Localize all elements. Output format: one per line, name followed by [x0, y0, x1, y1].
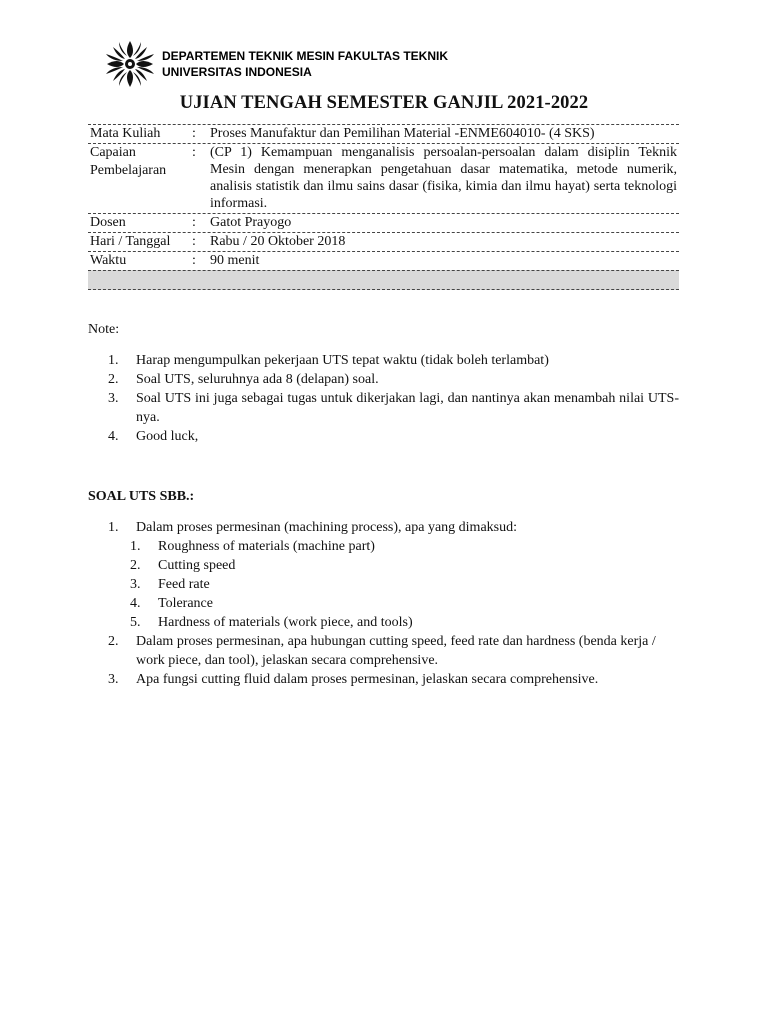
info-colon: :: [192, 215, 196, 230]
list-item: [108, 389, 679, 427]
sub-question-text: Hardness of materials (work piece, and tools): [158, 615, 413, 630]
university-name: UNIVERSITAS INDONESIA: [162, 65, 312, 79]
sub-question-item: [130, 594, 679, 613]
info-value: (CP 1) Kemampuan menganalisis persoalan-persoalan dalam disiplin Teknik Mesin dengan menerapkan pengetahuan dasar matematika, metode numerik, analisis statistik dan ilmu sains dasar (fisika, kimia dan ilmu hayat) serta teknologi informasi.: [210, 145, 677, 211]
question-list: [108, 518, 679, 689]
list-text: Soal UTS ini juga sebagai tugas untuk dikerjakan lagi, dan nantinya akan menambah nilai UTS-nya.: [136, 391, 679, 425]
sub-question-text: Feed rate: [158, 577, 210, 592]
note-list: [108, 351, 679, 446]
info-value: Proses Manufaktur dan Pemilihan Material -ENME604010- (4 SKS): [210, 126, 595, 141]
question-number: 3.: [108, 672, 119, 687]
info-label: Hari / Tanggal: [90, 234, 171, 249]
list-text: Soal UTS, seluruhnya ada 8 (delapan) soal.: [136, 372, 379, 387]
info-colon: :: [192, 126, 196, 141]
info-label: Waktu: [90, 253, 127, 268]
info-row-lecturer: [88, 213, 679, 232]
sub-question-text: Roughness of materials (machine part): [158, 539, 375, 554]
info-row-duration: [88, 251, 679, 270]
info-row-blank: [88, 270, 679, 290]
sub-question-text: Cutting speed: [158, 558, 236, 573]
info-colon: :: [192, 253, 196, 268]
note-heading: Note:: [88, 322, 120, 337]
list-number: 2.: [108, 372, 119, 387]
info-row-date: [88, 232, 679, 251]
question-number: 1.: [108, 520, 119, 535]
sub-question-number: 5.: [130, 615, 141, 630]
exam-title: UJIAN TENGAH SEMESTER GANJIL 2021-2022: [179, 93, 589, 113]
sub-question-number: 1.: [130, 539, 141, 554]
question-item: [108, 518, 679, 632]
sub-question-item: [130, 575, 679, 594]
info-label: Mata Kuliah: [90, 126, 161, 141]
question-item: [108, 632, 679, 670]
institution-name: [162, 48, 448, 80]
list-number: 1.: [108, 353, 119, 368]
course-info-table: [88, 124, 679, 290]
list-item: [108, 370, 679, 389]
info-row-course: [88, 124, 679, 143]
sub-question-item: [130, 613, 679, 632]
list-number: 3.: [108, 391, 119, 406]
question-text: Dalam proses permesinan, apa hubungan cutting speed, feed rate dan hardness (benda kerja / work piece, dan tool), jelaskan secara comprehensive.: [136, 634, 656, 668]
department-name: DEPARTEMEN TEKNIK MESIN FAKULTAS TEKNIK: [162, 49, 449, 63]
list-item: [108, 427, 679, 446]
info-label: Capaian Pembelajaran: [90, 145, 167, 178]
question-text: Dalam proses permesinan (machining process), apa yang dimaksud:: [136, 520, 518, 535]
info-value: Gatot Prayogo: [210, 215, 292, 230]
info-value: Rabu / 20 Oktober 2018: [210, 234, 346, 249]
university-emblem-icon: [102, 38, 158, 90]
question-item: [108, 670, 679, 689]
info-value: 90 menit: [210, 253, 260, 268]
sub-question-list: [108, 537, 679, 632]
info-colon: :: [192, 145, 196, 160]
questions-heading: SOAL UTS SBB.:: [88, 489, 195, 504]
sub-question-item: [130, 556, 679, 575]
question-number: 2.: [108, 634, 119, 649]
info-colon: :: [192, 234, 196, 249]
info-row-learning-outcome: [88, 143, 679, 213]
sub-question-text: Tolerance: [158, 596, 213, 611]
sub-question-item: [130, 537, 679, 556]
sub-question-number: 2.: [130, 558, 141, 573]
sub-question-number: 4.: [130, 596, 141, 611]
list-number: 4.: [108, 429, 119, 444]
info-label: Dosen: [90, 215, 126, 230]
question-text: Apa fungsi cutting fluid dalam proses permesinan, jelaskan secara comprehensive.: [136, 672, 599, 687]
list-item: [108, 351, 679, 370]
list-text: Good luck,: [136, 429, 199, 444]
document-header: [102, 38, 448, 90]
sub-question-number: 3.: [130, 577, 141, 592]
list-text: Harap mengumpulkan pekerjaan UTS tepat waktu (tidak boleh terlambat): [136, 353, 549, 368]
